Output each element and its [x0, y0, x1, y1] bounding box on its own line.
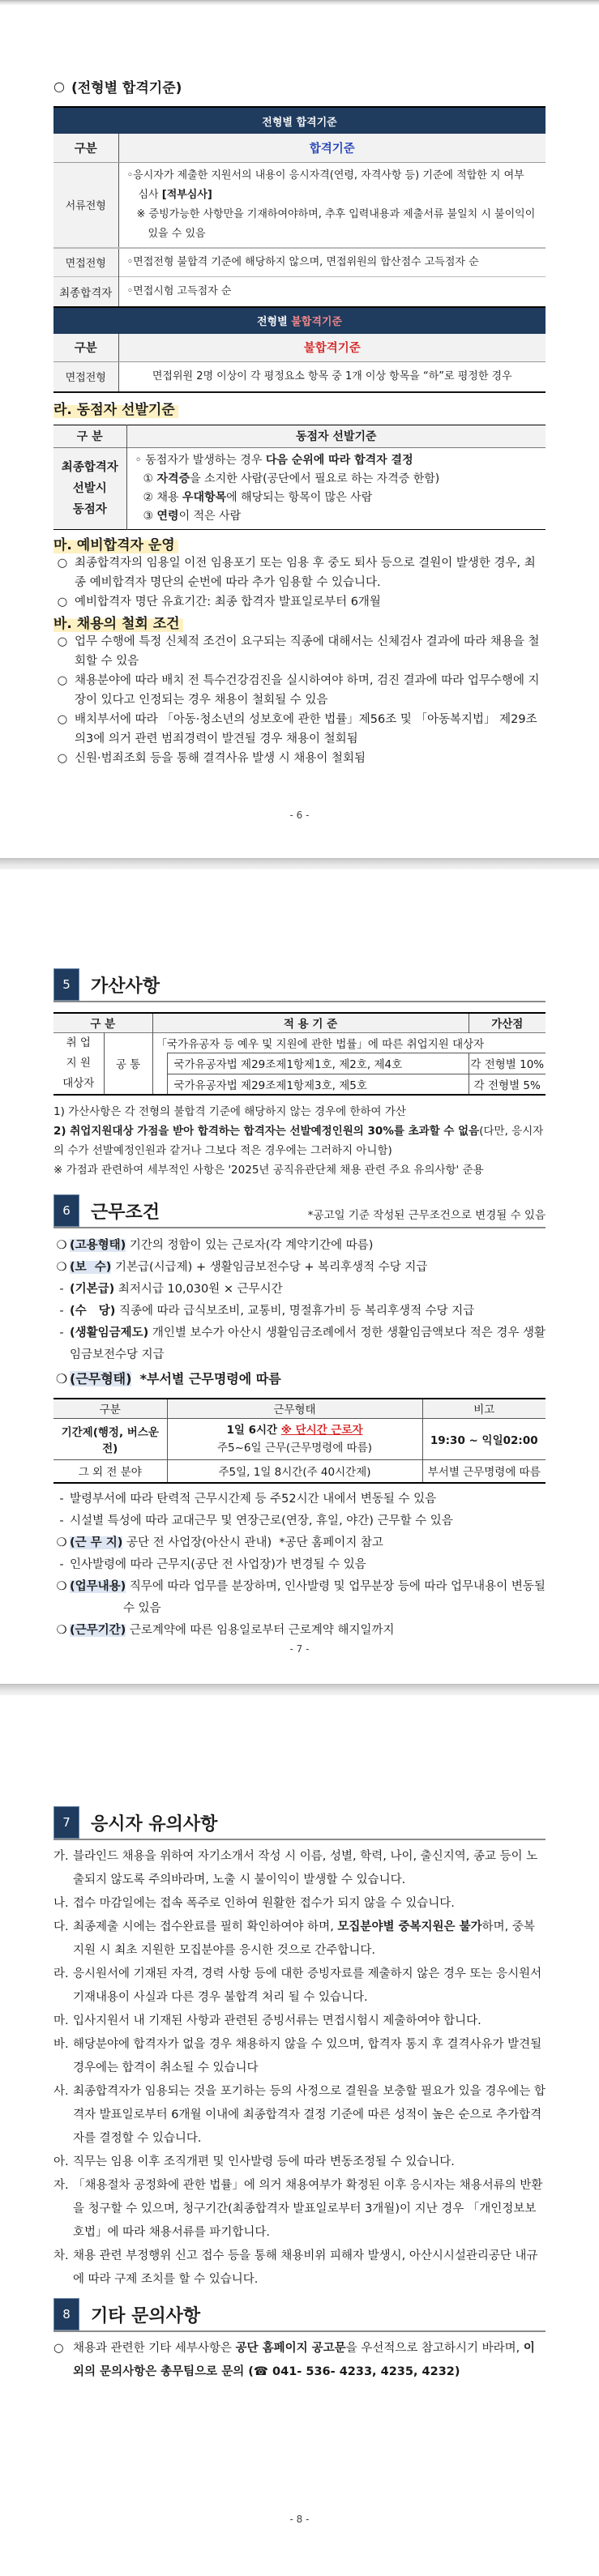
item-label: (고용형태)	[70, 1238, 126, 1252]
item-text: 최종제출 시에는 접수완료를 필히 확인하여야 하며,	[73, 1920, 338, 1933]
note-2-bold: 2) 취업지원대상 가점을 받아 합격하는 합격자는 선발예정인원의 30%를 초과할 수 없음	[53, 1124, 480, 1138]
criteria-cell: 국가유공자법 제29조제1항제3호, 제5호	[167, 1074, 469, 1095]
circle-bullet-icon: ❍	[56, 1579, 67, 1593]
item-bold: 모집분야별 중복지원은 불가	[337, 1920, 482, 1933]
circle-bullet-icon: ○	[57, 712, 68, 726]
section-6-header	[53, 1196, 546, 1228]
tie-item	[135, 507, 538, 526]
list-item	[53, 2010, 546, 2033]
row-label	[53, 447, 126, 529]
item-text: 직종에 따라 급식보조비, 교통비, 명절휴가비 등 복리후생적 수당 지급	[115, 1304, 475, 1318]
row-label-line: 동점자	[72, 502, 107, 516]
item-marker: 라.	[53, 1967, 69, 1980]
circle-bullet-icon: ❍	[56, 1238, 67, 1252]
tie-intro-bold: 다음 순위에 따라 합격자 결정	[265, 453, 413, 467]
part-time-label: ※ 단시간 근로자	[280, 1424, 363, 1437]
list-item	[53, 1916, 546, 1963]
duties	[53, 1576, 546, 1620]
circle-bullet-icon: ❍	[56, 1536, 67, 1549]
criteria-text: ◦응시자가 제출한 지원서의 내용이 응시자격(연령, 자격사항 등) 기준에 적합한 지 여부 심사	[126, 169, 524, 201]
page-7	[0, 869, 599, 1684]
title-prefix: 전형별	[257, 316, 292, 328]
row-content: 면접위원 2명 이상이 각 평정요소 항목 중 1개 이상 항목을 “하”로 평정한 경우	[152, 370, 512, 382]
note-3: ※ 가점과 관련하여 세부적인 사항은 '2025년 공직유관단체 채용 관련 주요 유의사항' 준용	[53, 1163, 484, 1177]
section-5-header	[53, 970, 546, 1002]
item-number: ③	[143, 509, 154, 523]
item-marker: 사.	[53, 2085, 69, 2098]
circle-bullet-icon: ○	[53, 79, 65, 94]
col-header-criteria: 합격기준	[118, 134, 546, 162]
col-header-label: 구분	[53, 334, 118, 362]
table-row	[53, 162, 546, 248]
item-number: ①	[143, 472, 154, 485]
col-header: 가산점	[491, 1018, 524, 1032]
section-number-badge: 7	[53, 1806, 79, 1839]
item-text: 직무에 따라 업무를 분장하며, 인사발령 및 업무분장 등에 따라 업무내용이 변동될 수 있음	[123, 1579, 546, 1615]
item-pre: 채용	[156, 490, 183, 504]
item-label: (보 수)	[70, 1260, 112, 1274]
reserve-heading: 마. 예비합격자 운영	[53, 533, 178, 553]
item-number: ②	[143, 490, 154, 504]
table-title: 전형별 합격기준	[53, 107, 546, 134]
work-hours-table	[53, 1398, 546, 1484]
item-marker: 차.	[53, 2249, 69, 2262]
page-6	[0, 5, 599, 858]
category-line: 대상자	[62, 1076, 95, 1090]
table-row	[53, 248, 546, 277]
item-text: 블라인드 채용을 위하여 자기소개서 작성 시 이름, 성별, 학력, 나이, 출신지역, 종교 등이 노출되지 않도록 주의바라며, 노출 시 불이익이 발생할 수 있습니다.	[73, 1850, 538, 1886]
table-row	[53, 362, 546, 392]
category-cell: 그 외 전 분야	[53, 1460, 167, 1483]
item-bold: 자격증	[156, 472, 190, 485]
section-note: *공고일 기준 작성된 근무조건으로 변경될 수 있음	[307, 1208, 546, 1222]
row-content: ◦면접전형 불합격 기준에 해당하지 않으며, 면접위원의 합산점수 고득점자 순	[126, 255, 479, 268]
pay-item: - (생활임금제도) 개인별 보수가 아산시 생활임금조례에서 정한 생활임금액보다 적은 경우 생활임금보전수당 지급	[59, 1326, 546, 1361]
contact-pre: 채용과 관련한 기타 세부사항은	[73, 2342, 236, 2355]
circle-bullet-icon: ○	[57, 673, 68, 687]
category-cell	[53, 1032, 104, 1095]
criteria-note: ※ 증빙가능한 사항만을 기재하여야하며, 추후 입력내용과 제출서류 불일치 시 불이익이 있을 수 있음	[136, 207, 536, 240]
table-row	[53, 277, 546, 306]
tie-breaker-heading: 라. 동점자 선발기준	[53, 398, 178, 418]
category-line: 지 원	[66, 1056, 91, 1070]
circle-bullet-icon: ❍	[56, 1623, 67, 1637]
hours-bold: 1일 6시간	[226, 1424, 281, 1437]
row-content: ◦면접시험 고득점자 순	[126, 284, 232, 297]
list-item	[53, 2174, 546, 2245]
col-header: 구 분	[53, 1013, 152, 1032]
section-number-badge: 5	[53, 968, 79, 1001]
circle-bullet-icon: ○	[57, 556, 68, 570]
contact-bold-homepage: 공단 홈페이지 공고문	[235, 2342, 346, 2355]
withdrawal-heading: 바. 채용의 철회 조건	[53, 612, 183, 632]
location-note: - 인사발령에 따라 근무지(공단 전 사업장)가 변경될 수 있음	[53, 1554, 546, 1576]
tie-item	[135, 489, 538, 507]
item-text: 개인별 보수가 아산시 생활임금조례에서 정한 생활임금액보다 적은 경우 생활임금보전수당 지급	[70, 1326, 546, 1361]
contact-info	[53, 2337, 546, 2384]
row-content	[118, 162, 546, 248]
list-item	[53, 1963, 546, 2010]
pay-item: - (기본급) 최저시급 10,030원 × 근무시간	[59, 1282, 283, 1296]
tie-breaker-table	[53, 425, 546, 530]
list-item	[53, 592, 546, 612]
hours-cell	[167, 1419, 422, 1460]
item-text: 해당분야에 합격자가 없을 경우 채용하지 않을 수 있으며, 합격자 통지 후 결격사유가 발견될 경우에는 합격이 취소될 수 있습니다	[73, 2038, 542, 2074]
item-text: 업무 수행에 특정 신체적 조건이 요구되는 직종에 대해서는 신체검사 결과에 따라 채용을 철회할 수 있음	[75, 634, 540, 668]
list-item	[53, 710, 546, 749]
section-title: 근무조건	[91, 1202, 160, 1223]
row-label-line: 최종합격자	[61, 460, 118, 474]
item-text: 입사지원서 내 기재된 사항과 관련된 증빙서류는 면접시험시 제출하여야 합니다.	[73, 2014, 481, 2027]
pay	[53, 1257, 546, 1279]
circle-bullet-icon: ○	[53, 2342, 64, 2355]
item-text: 채용분야에 따라 배치 전 특수건강검진을 실시하여야 하며, 검진 결과에 따라 업무수행에 지장이 있다고 인정되는 경우 채용이 철회될 수 있음	[75, 673, 540, 707]
applicant-notes-list	[53, 1845, 546, 2292]
category-common: 공 통	[104, 1032, 152, 1095]
item-text: 발령부서에 따라 탄력적 근무시간제 등 주52시간 내에서 변동될 수 있음	[70, 1492, 437, 1506]
item-text: *부서별 근무명령에 따름	[139, 1370, 281, 1386]
list-item	[53, 632, 546, 671]
page-separator	[0, 858, 599, 869]
item-text: 공단 전 사업장(아산시 관내) *공단 홈페이지 참고	[122, 1536, 383, 1549]
item-marker: 가.	[53, 1850, 69, 1863]
col-header: 적 용 기 준	[152, 1013, 469, 1032]
note-1: 1) 가산사항은 각 전형의 불합격 기준에 해당하지 않는 경우에 한하여 가산	[53, 1104, 406, 1118]
list-item	[53, 2245, 546, 2292]
contact-bold-phone: 이외의 문의사항은 총무팀으로 문의 (☎ 041- 536- 4233, 4235, 4232)	[73, 2342, 535, 2378]
item-bold: 연령	[156, 509, 179, 523]
title-highlight: 불합격기준	[291, 316, 342, 328]
circle-bullet-icon: ❍	[55, 1370, 68, 1386]
item-text: 「채용절차 공정화에 관한 법률」에 의거 채용여부가 확정된 이후 응시자는 채용서류의 반환을 청구할 수 있으며, 청구기간(최종합격자 발표일로부터 3개월)이 지난 경우 「개인정보보호법」에 따라 채용서류를 파기합니다.	[73, 2179, 543, 2239]
category-line: 취 업	[66, 1036, 91, 1049]
item-text: 기간의 정함이 있는 근로자(각 계약기간에 따름)	[126, 1238, 374, 1252]
work-period	[53, 1620, 546, 1642]
circle-bullet-icon: ○	[57, 751, 68, 765]
item-label: (근무형태)	[70, 1370, 132, 1386]
item-label: (근 무 지)	[70, 1536, 123, 1549]
list-item	[53, 2033, 546, 2080]
item-label: (업무내용)	[70, 1579, 126, 1593]
pass-criteria-heading	[53, 76, 546, 96]
note-2-rest: (다만, 응시자의 수가 선발예정인원과 같거나 그보다 적은 경우에는 그러하지 아니함)	[53, 1124, 544, 1157]
item-text: 을 소지한 사람(공단에서 필요로 하는 자격증 한함)	[190, 472, 440, 485]
col-header: 구분	[53, 1399, 167, 1419]
table-row	[53, 447, 546, 529]
category-cell: 기간제(행정, 버스운전)	[53, 1419, 167, 1460]
criteria-cell: 국가유공자법 제29조제1항제1호, 제2호, 제4호	[167, 1053, 469, 1074]
row-label: 면접전형	[53, 248, 118, 277]
circle-bullet-icon: ❍	[56, 1260, 67, 1274]
section-title: 가산사항	[91, 976, 160, 997]
list-item	[53, 553, 546, 592]
page-number: - 6 -	[289, 810, 310, 821]
item-text: 최종합격자가 임용되는 것을 포기하는 등의 사정으로 결원을 보충할 필요가 있을 경우에는 합격자 발표일로부터 6개월 이내에 최종합격자 결정 기준에 따른 성적이 높은 순으로 추가합격자를 결정할 수 있습니다.	[73, 2085, 546, 2145]
item-text: 기본급(시급제) + 생활임금보전수당 + 복리후생적 수당 지급	[111, 1260, 428, 1274]
item-text: 근로계약에 따른 임용일로부터 근로계약 해지일까지	[126, 1623, 395, 1637]
item-text: 최저시급 10,030원 × 근무시간	[114, 1282, 283, 1296]
item-marker: 나.	[53, 1897, 69, 1910]
work-note: - 발령부서에 따라 탄력적 근무시간제 등 주52시간 내에서 변동될 수 있음	[53, 1489, 546, 1510]
criteria-bold: [적부심사]	[161, 188, 212, 201]
item-text: 예비합격자 명단 유효기간: 최종 합격자 발표일로부터 6개월	[75, 595, 381, 609]
note-2	[53, 1121, 546, 1160]
item-marker: 다.	[53, 1920, 69, 1933]
note-cell: 부서별 근무명령에 따름	[427, 1466, 541, 1480]
row-label: 서류전형	[53, 162, 118, 248]
employment-type	[53, 1235, 546, 1257]
item-text: 시설별 특성에 따라 교대근무 및 연장근로(연장, 휴일, 야간) 근무할 수 있음	[70, 1514, 453, 1527]
circle-bullet-icon: ○	[57, 595, 68, 609]
item-label: (근무기간)	[70, 1623, 126, 1637]
work-location	[53, 1532, 546, 1554]
col-header-label: 구분	[53, 134, 118, 162]
list-item	[53, 2151, 546, 2174]
work-type	[53, 1368, 546, 1390]
item-text: 에 해당되는 항목이 많은 사람	[226, 490, 373, 504]
page-number: - 7 -	[289, 1643, 310, 1655]
contact-mid: 을 우선적으로 참고하시기 바라며,	[345, 2342, 524, 2355]
item-text: 배치부서에 따라 「아동·청소년의 성보호에 관한 법률」제56조 및 「아동복지법」 제29조의3에 의거 관련 범죄경력이 발견될 경우 채용이 철회됨	[75, 712, 537, 745]
heading-text: (전형별 합격기준)	[71, 80, 182, 96]
bonus-points-table	[53, 1012, 546, 1096]
pass-criteria-table	[53, 106, 546, 306]
list-item	[53, 2080, 546, 2151]
list-item	[53, 1892, 546, 1916]
item-text: 직무는 임용 이후 조직개편 및 인사발령 등에 따라 변동조정될 수 있습니다.	[73, 2155, 455, 2168]
note-cell: 19:30 ~ 익일02:00	[430, 1434, 538, 1447]
row-label: 최종합격자	[53, 277, 118, 306]
list-item	[53, 1845, 546, 1892]
item-marker: 마.	[53, 2014, 69, 2027]
section-8-header	[53, 2300, 546, 2332]
item-marker: 바.	[53, 2038, 69, 2051]
item-label: (기본급)	[70, 1282, 115, 1296]
fail-criteria-table	[53, 306, 546, 393]
item-text: 최종합격자의 임용일 이전 임용포기 또는 임용 후 중도 퇴사 등으로 결원이 발생한 경우, 최종 예비합격자 명단의 순번에 따라 추가 임용할 수 있습니다.	[75, 556, 536, 589]
pay-item: - (수 당) 직종에 따라 급식보조비, 교통비, 명절휴가비 등 복리후생적 수당 지급	[59, 1304, 475, 1318]
item-text: 인사발령에 따라 근무지(공단 전 사업장)가 변경될 수 있음	[70, 1557, 366, 1571]
hours-cell: 주5일, 1일 8시간(주 40시간제)	[167, 1460, 422, 1483]
section-7-header	[53, 1808, 546, 1840]
row-label: 면접전형	[53, 362, 118, 392]
item-text: 응시원서에 기재된 자격, 경력 사항 등에 대한 증빙자료를 제출하지 않은 경우 또는 응시원서 기재내용이 사실과 다른 경우 불합격 처리 될 수 있습니다.	[73, 1967, 542, 2004]
table-row	[53, 1460, 546, 1483]
points-cell: 각 전형별 5%	[473, 1079, 541, 1092]
list-item	[53, 749, 546, 768]
section-number-badge: 8	[53, 2298, 79, 2330]
table-title	[53, 307, 546, 334]
circle-bullet-icon: ○	[57, 634, 68, 648]
table-row	[53, 1419, 546, 1460]
row-content	[126, 447, 546, 529]
work-note: - 시설별 특성에 따라 교대근무 및 연장근로(연장, 휴일, 야간) 근무할 수 있음	[53, 1510, 546, 1532]
item-marker: 아.	[53, 2155, 69, 2168]
section-title: 응시자 유의사항	[91, 1814, 218, 1835]
page-number: - 8 -	[289, 2514, 310, 2525]
tie-item	[135, 470, 538, 489]
list-item	[53, 671, 546, 710]
item-text: 접수 마감일에는 접속 폭주로 인하여 원활한 접수가 되지 않을 수 있습니다.	[73, 1897, 455, 1910]
item-text: 신원·범죄조회 등을 통해 결격사유 발생 시 채용이 철회됨	[75, 751, 366, 765]
col-header-criteria: 불합격기준	[118, 334, 546, 362]
section-title: 기타 문의사항	[91, 2306, 201, 2326]
page-8	[0, 1695, 599, 2576]
hours-detail: 주5~6일 근무(근무명령에 따름)	[216, 1442, 373, 1455]
item-label: (생활임금제도)	[70, 1326, 149, 1339]
page-separator	[0, 1684, 599, 1695]
section-number-badge: 6	[53, 1194, 79, 1227]
col-header: 비고	[473, 1403, 495, 1417]
col-header: 근무형태	[167, 1399, 422, 1419]
item-label: (수 당)	[70, 1304, 116, 1318]
tie-intro: ◦ 동점자가 발생하는 경우	[135, 453, 266, 467]
item-text: 이 적은 사람	[178, 509, 242, 523]
row-label-line: 선발시	[72, 481, 107, 495]
col-header-label: 구 분	[53, 425, 126, 447]
points-cell: 각 전형별 10%	[469, 1053, 546, 1074]
item-text: 채용 관련 부정행위 신고 접수 등을 통해 채용비위 피해자 발생시, 아산시시설관리공단 내규에 따라 구제 조치를 할 수 있습니다.	[73, 2249, 538, 2286]
item-bold: 우대항목	[182, 490, 227, 504]
item-marker: 자.	[53, 2179, 69, 2192]
col-header-criteria: 동점자 선발기준	[295, 430, 377, 443]
law-row: 「국가유공자 등 예우 및 지원에 관한 법률」에 따른 취업지원 대상자	[156, 1037, 485, 1051]
item-rest: 하며, 중복 지원 시 최초 지원한 모집분야를 응시한 것으로 간주합니다.	[73, 1920, 535, 1957]
